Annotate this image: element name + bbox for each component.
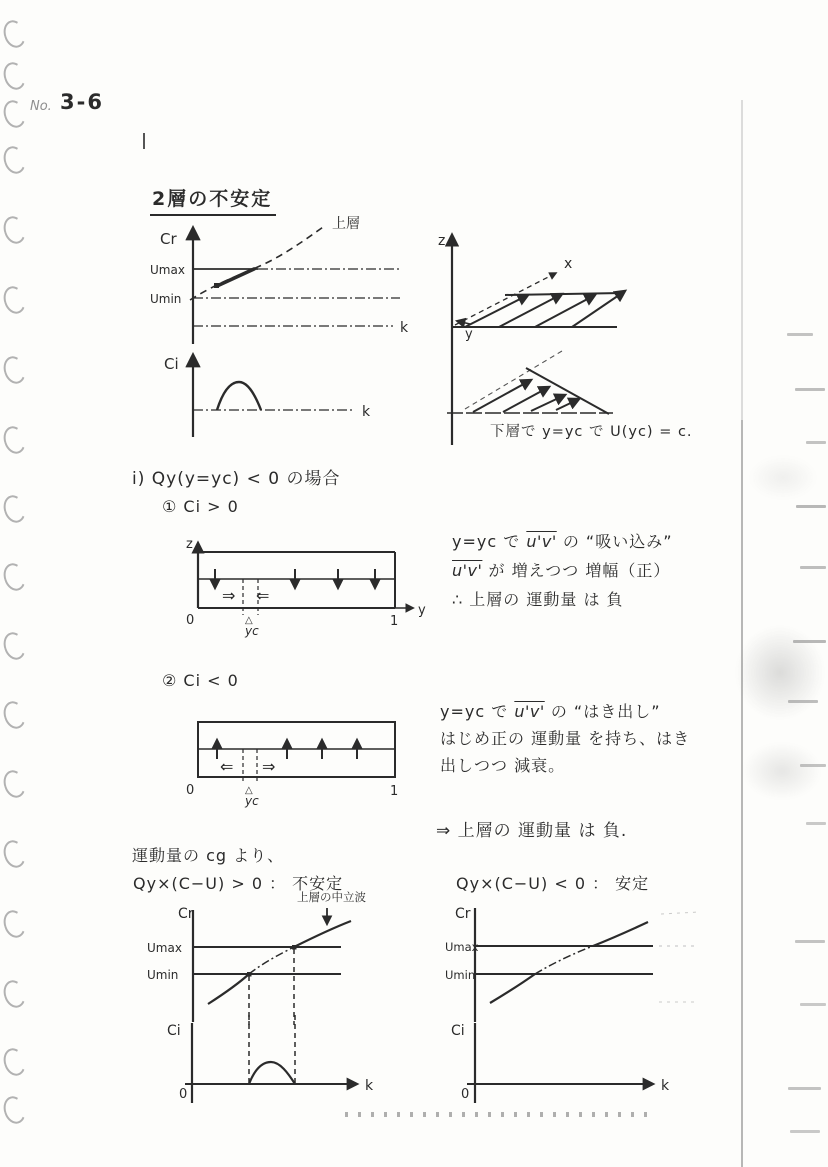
neutral-wave-label: 上層の中立波 [297, 890, 366, 904]
upper-layer-curve [190, 225, 326, 300]
note-line: y=yc で u'v' の “吸い込み” [452, 532, 673, 551]
ci-hump [217, 382, 261, 410]
origin-label: 0 [186, 783, 195, 798]
origin-label: 0 [186, 613, 195, 628]
binder-hole [0, 837, 29, 870]
unstable-condition: Qy×(C−U) > 0 ： 不安定 [133, 874, 344, 893]
binder-hole [0, 17, 29, 50]
scan-smudge [742, 742, 822, 800]
figure-channel-ci-positive [150, 535, 450, 640]
note-line: ∴ 上層の 運動量 は 負 [452, 590, 624, 609]
scan-artifact [143, 133, 145, 149]
binder-hole [0, 1093, 29, 1126]
note-line: 出しつつ 減衰。 [440, 756, 566, 775]
flow-sketch-caption: 下層で y=yc で U(yc) = c. [490, 424, 693, 440]
figure-stable-ci [445, 1015, 715, 1110]
page-title: 2層の不安定 [150, 184, 276, 216]
z-axis-label: z [438, 233, 446, 249]
binder-hole [0, 143, 29, 176]
note-line: u'v' が 増えつつ 増幅（正） [452, 561, 671, 580]
umax-label: Umax [445, 940, 479, 954]
ci-axis-label: Ci [167, 1023, 181, 1039]
binder-hole [0, 1045, 29, 1078]
reynolds-stress-term: u'v' [526, 532, 557, 551]
k-axis-label: k [362, 404, 371, 420]
one-label: 1 [390, 784, 399, 799]
k-axis-label: k [400, 320, 409, 336]
reynolds-stress-term: u'v' [514, 702, 545, 721]
binder-hole [0, 907, 29, 940]
scan-mark [787, 333, 813, 336]
case-heading: i) Qy(y=yc) < 0 の場合 [132, 469, 341, 489]
scan-mark [800, 764, 826, 767]
umax-label: Umax [150, 263, 185, 277]
yc-marker-icon: △ [245, 615, 253, 626]
upper-shear-arrows [465, 291, 625, 327]
sub-case-1-label: ① Ci > 0 [162, 497, 239, 516]
umin-label: Umin [445, 968, 476, 982]
z-axis-label: z [186, 537, 193, 552]
umin-label: Umin [147, 968, 179, 982]
origin-label: 0 [461, 1087, 470, 1102]
sub-case-2-label: ② Ci < 0 [162, 671, 239, 690]
note-line: はじめ正の 運動量 を持ち、はき [440, 729, 691, 748]
umax-label: Umax [147, 941, 182, 955]
binder-hole [0, 213, 29, 246]
note-line: y=yc で u'v' の “はき出し” [440, 702, 661, 721]
scan-edge-line [741, 100, 743, 420]
converge-arrow-left-icon: ⇐ [256, 586, 270, 605]
reynolds-stress-term: u'v' [452, 561, 483, 580]
diverge-arrow-left-icon: ⇐ [220, 757, 234, 776]
binder-hole [0, 492, 29, 525]
figure-unstable-ci [145, 1015, 415, 1110]
y-axis-label: y [465, 327, 473, 342]
lower-shear-arrows [473, 380, 579, 412]
ci-axis-label: Ci [164, 355, 179, 373]
binder-hole [0, 629, 29, 662]
yc-label: yc [245, 794, 259, 808]
scan-mark [788, 700, 818, 703]
unstable-segment [217, 269, 254, 286]
origin-label: 0 [179, 1087, 188, 1102]
x-axis [455, 273, 556, 325]
upper-layer-label: 上層 [332, 216, 360, 232]
scan-mark [795, 940, 825, 943]
scan-bottom-marks [345, 1112, 657, 1117]
x-axis-label: x [564, 256, 573, 272]
momentum-heading: 運動量の cg より、 [132, 846, 285, 865]
yc-marker-icon: △ [245, 785, 253, 796]
ci-axis-label: Ci [451, 1023, 465, 1039]
figure-unstable-cr [145, 900, 405, 1025]
one-label: 1 [390, 614, 399, 629]
cr-axis-label: Cr [178, 906, 194, 922]
binder-hole [0, 767, 29, 800]
binder-hole [0, 698, 29, 731]
scan-mark [793, 640, 826, 643]
scan-mark [796, 505, 826, 508]
yc-label: yc [245, 624, 259, 638]
binder-hole [0, 977, 29, 1010]
k-axis-label: k [661, 1078, 670, 1094]
binder-hole [0, 59, 29, 92]
scan-mark [788, 1087, 821, 1090]
figure-stable-cr [445, 900, 705, 1025]
figure-cr-upper-layer [150, 210, 420, 350]
binder-hole [0, 283, 29, 316]
page-number: 3-6 [60, 90, 104, 114]
scan-smudge [748, 455, 818, 500]
scan-mark [806, 822, 826, 825]
converge-arrow-right-icon: ⇒ [222, 586, 236, 605]
binder-hole [0, 423, 29, 456]
stable-condition: Qy×(C−U) < 0 ： 安定 [456, 874, 650, 893]
ci-hump [249, 1062, 295, 1084]
umin-label: Umin [150, 292, 182, 306]
cr-axis-label: Cr [455, 906, 471, 922]
cr-axis-label: Cr [160, 230, 177, 248]
k-axis-label: k [365, 1078, 374, 1094]
binder-hole [0, 97, 29, 130]
y-axis-label: y [418, 603, 426, 618]
scan-mark [795, 388, 825, 391]
scan-mark [806, 441, 826, 444]
binder-hole [0, 560, 29, 593]
figure-channel-ci-negative [150, 703, 450, 808]
note-conclusion: ⇒ 上層の 運動量 は 負. [436, 821, 628, 841]
diverge-arrow-right-icon: ⇒ [262, 757, 276, 776]
scan-mark [800, 1003, 826, 1006]
figure-ci-growth [150, 345, 420, 445]
scan-mark [790, 1130, 820, 1133]
page-number-label: No. [30, 99, 52, 114]
scan-mark [800, 566, 826, 569]
binder-hole [0, 353, 29, 386]
